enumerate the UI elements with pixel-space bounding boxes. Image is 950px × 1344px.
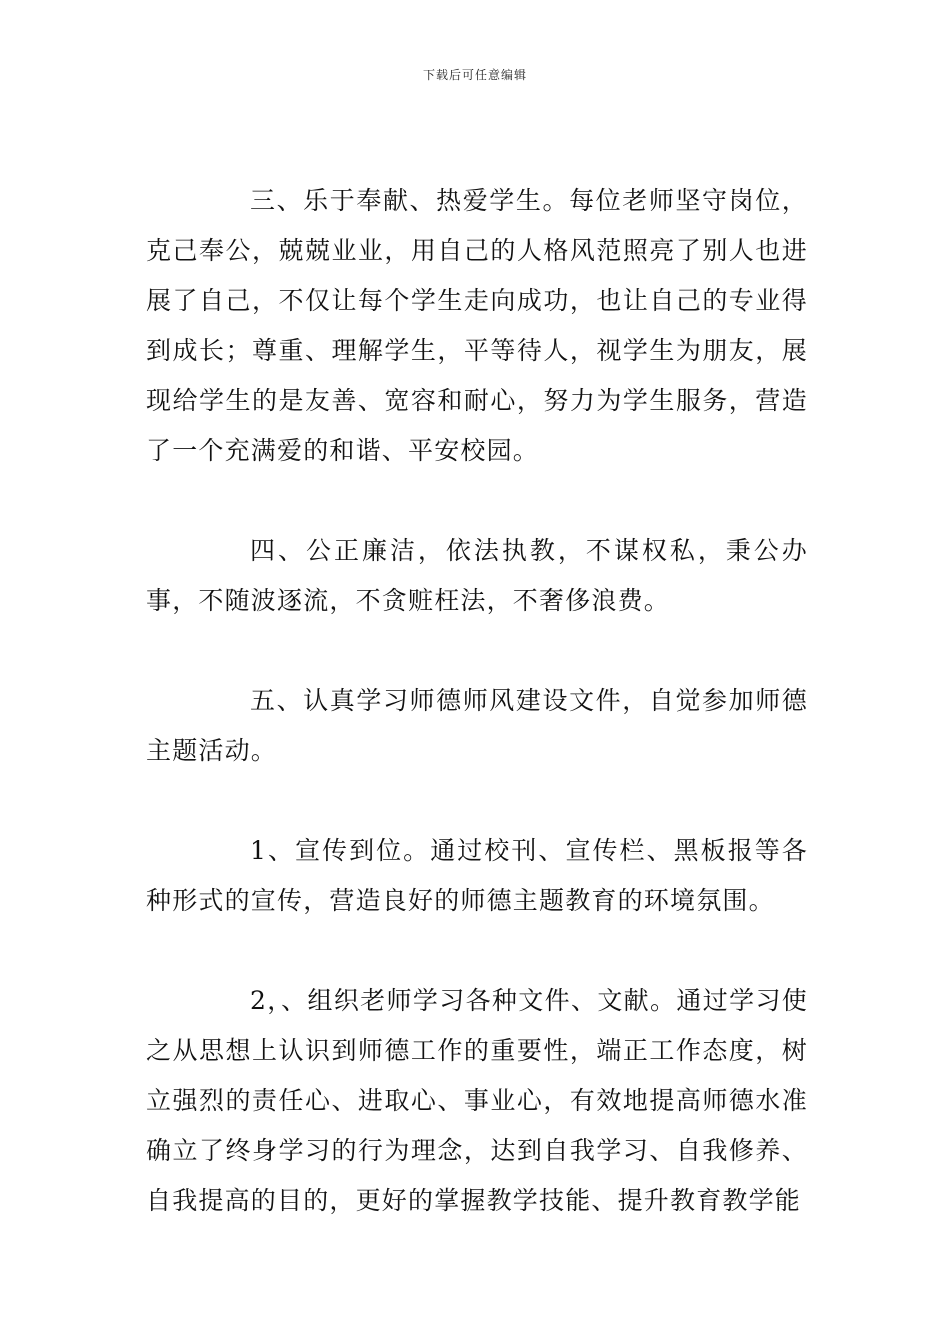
- document-body: [146, 176, 808, 1226]
- paragraph-section-five: 五、认真学习师德师风建设文件，自觉参加师德主题活动。: [146, 686, 808, 765]
- page-header: 下载后可任意编辑: [422, 68, 527, 82]
- paragraph-section-four: 四、公正廉洁，依法执教，不谋权私，秉公办事，不随波逐流，不贪赃枉法，不奢侈浪费。: [146, 536, 808, 615]
- paragraph-item-one: 1、宣传到位。通过校刊、宣传栏、黑板报等各种形式的宣传，营造良好的师德主题教育的环境氛围。: [146, 836, 808, 915]
- paragraph-section-three: 三、乐于奉献、热爱学生。每位老师坚守岗位，克己奉公，兢兢业业，用自己的人格风范照亮了别人也进展了自己，不仅让每个学生走向成功，也让自己的专业得到成长；尊重、理解学生，平等待人，视学生为朋友，展现给学生的是友善、宽容和耐心，努力为学生服务，营造了一个充满爱的和谐、平安校园。: [146, 186, 808, 465]
- paragraph-item-two: 2，、组织老师学习各种文件、文献。通过学习使之从思想上认识到师德工作的重要性，端正工作态度，树立强烈的责任心、进取心、事业心，有效地提高师德水准确立了终身学习的行为理念，达到自我学习、自我修养、自我提高的目的，更好的掌握教学技能、提升教育教学能: [146, 986, 808, 1215]
